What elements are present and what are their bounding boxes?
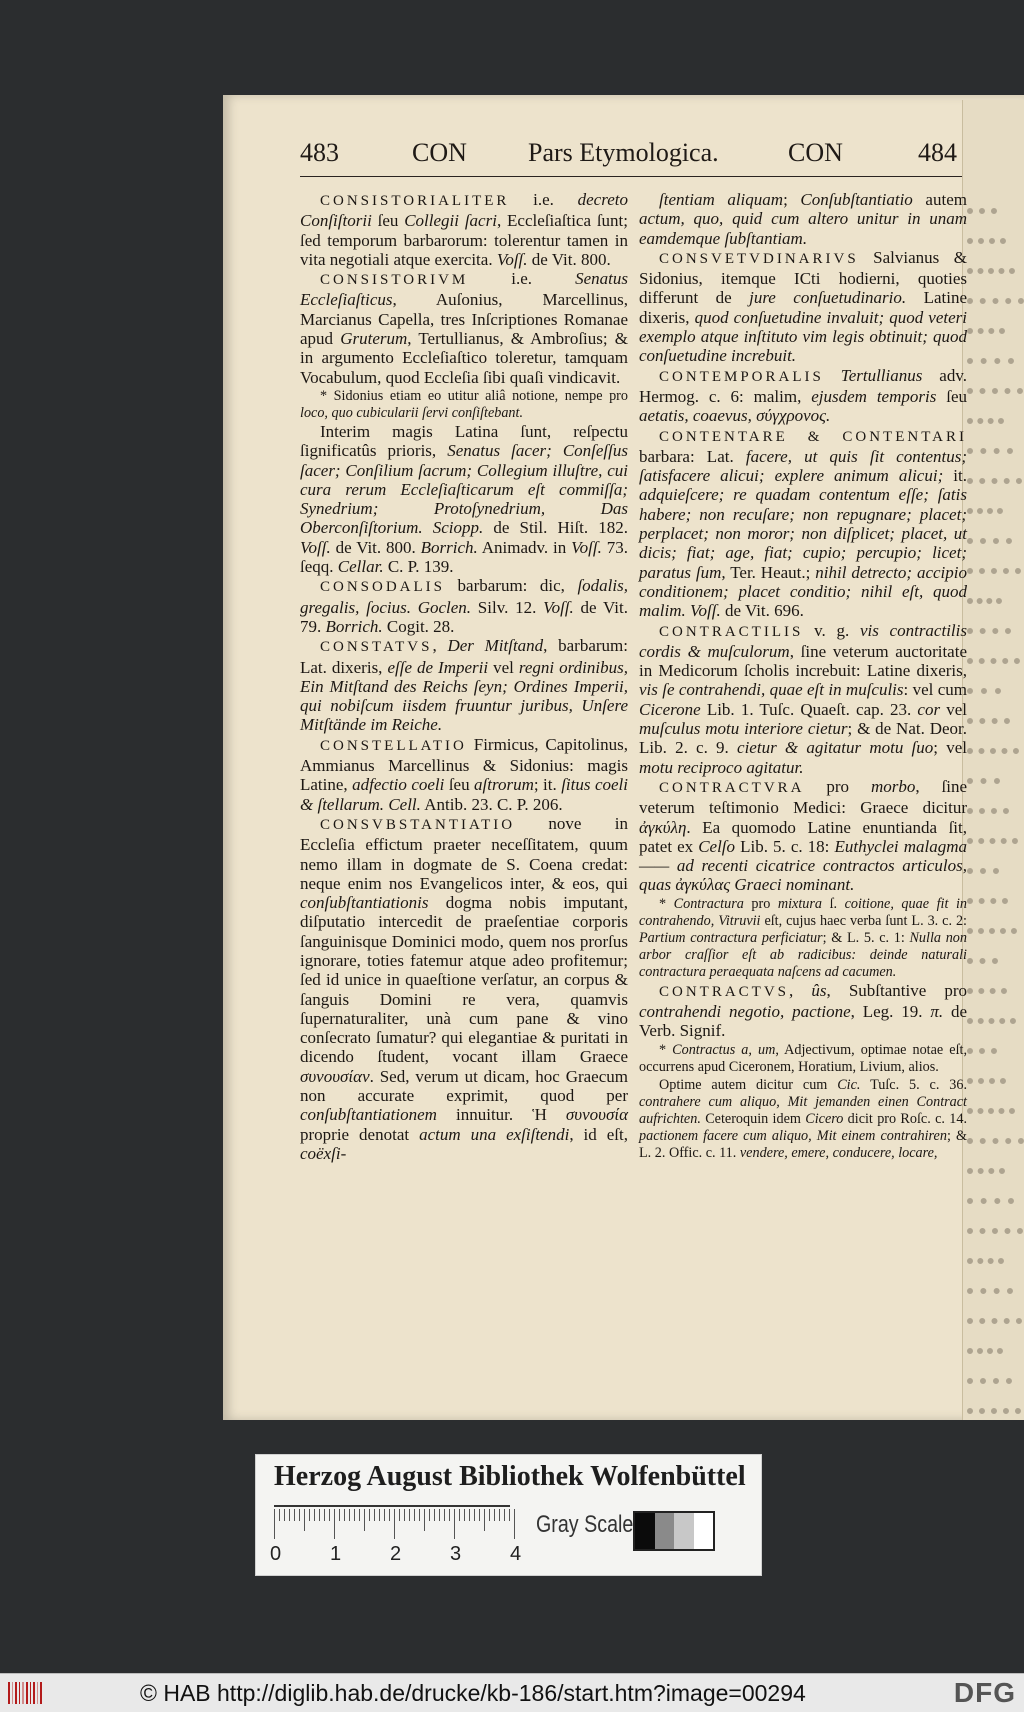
ruler-tick (279, 1509, 280, 1521)
text-fragment (967, 915, 1017, 934)
text-fragment (967, 435, 1013, 454)
ruler-tick (409, 1509, 410, 1521)
dictionary-entry: CONSTATVS, Der Mitſtand, barbarum: Lat. dixeris, eſſe de Imperii vel regni ordinibus, Ein Mitſtand des Reichs ſeyn; Ordines Imperii, qui nobiſcum iisdem fruuntur juribus, Unſere Mitſtände im Reiche. (300, 636, 628, 735)
text-fragment (967, 855, 999, 874)
left-text-column (300, 190, 628, 1163)
text-fragment (967, 375, 1023, 394)
text-fragment (967, 975, 1007, 994)
text-fragment (967, 1215, 1023, 1234)
right-text-column (639, 190, 967, 1162)
footnote: * Contractus a, um, Adjectivum, optimae notae eſt, occurrens apud Ciceronem, Horatium, Livium, alios. (639, 1041, 968, 1075)
text-fragment (967, 1125, 1024, 1144)
ruler-tick (414, 1509, 415, 1521)
ruler-tick (514, 1509, 515, 1539)
dictionary-entry: CONSVBSTANTIATIO nove in Eccleſia effictum praeter neceſſitatem, quum nemo illam in dogmate de S. Coena credat: neque enim nos Evangelicos inter, & eos, qui conſubſtantiationis dogma nobis imputant, diſputatio intercedit de praeſentiae corporis ſanguinisque Dominici modo, quem nos prorſus ignorare, toties fatemur atque adeo profitemur; ſed id unice in quaeſtione verſatur, an corpus & ſanguis Domini re vera, quamvis ſupernaturaliter, unà cum pane & vino conſecrato ſumatur? qui elegantiae & puritati in dicendo ſtudent, vocant illam Graece συνουσίαν. Sed, verum ut dicam, hoc Graecum non accurate exprimit, quod per conſubſtantiationem innuitur. Ἡ συνουσία proprie denotat actum una exſiſtendi, id eſt, coëxſi- (300, 813, 628, 1163)
ruler-number: 0 (270, 1543, 282, 1565)
dictionary-entry: CONTRACTVS, ûs, Subſtantive pro contrahendi negotio, pactione, Leg. 19. π. de Verb. Signif. (639, 980, 968, 1041)
text-fragment (967, 195, 997, 214)
ruler-tick (459, 1509, 460, 1521)
ruler-tick (374, 1509, 375, 1521)
text-fragment (967, 585, 1002, 604)
ruler-tick (399, 1509, 400, 1521)
ruler-tick (369, 1509, 370, 1521)
text-fragment (967, 1185, 1014, 1204)
barcode-bar (40, 1682, 42, 1704)
text-fragment (967, 1365, 1012, 1384)
footer-bar (0, 1673, 1024, 1712)
ruler-tick (349, 1509, 350, 1521)
footnote: * Contractura pro mixtura ſ. coitione, quae fit in contrahendo, Vitruvii eſt, cujus haec verba ſunt L. 3. c. 2: Partium contractura perficiatur; & L. 5. c. 1: Nulla non arbor craſſior eſt ab radicibus: deinde naturali contractura peraequata naſcens ad cacumen. (639, 895, 967, 980)
dictionary-entry: CONTENTARE & CONTENTARI barbara: Lat. facere, ut quis ſit contentus; ſatisfacere alicui; explere animum alicui; it. adquieſcere; re quadam contentum eſſe; ſatis habere; non recuſare; non repugnare; placet; perplacet; non moror; non diſplicet; placet, ut dicis; fiat; age, fiat; cupio; percupio; licet; paratus ſum, Ter. Heaut.; nihil detrecto; accipio conditionem; placet conditio; nihil eſt, quod malim. Voſſ. de Vit. 696. (639, 428, 967, 621)
text-fragment (967, 405, 1004, 424)
ruler-tick (509, 1509, 510, 1521)
dictionary-entry: CONSISTORIALITER i.e. decreto Conſiſtorii ſeu Collegii ſacri, Eccleſiaſtica ſunt; ſed temporum barbarorum: tolerentur tamen in vita negotiali atque exercita. Voſſ. de Vit. 800. (300, 190, 628, 269)
ruler-tick (304, 1509, 305, 1531)
text-fragment (967, 1155, 1005, 1174)
ruler-tick (429, 1509, 430, 1521)
barcode-bar (19, 1682, 21, 1704)
ruler-number: 2 (390, 1543, 402, 1565)
footnote: * Sidonius etiam eo utitur aliâ notione, nempe pro loco, quo cubicularii ſervi conſiſtebant. (300, 387, 628, 421)
ruler-tick (289, 1509, 290, 1521)
text-fragment (967, 345, 1014, 364)
dictionary-entry: CONTRACTVRA pro morbo, ſine veterum teſtimonio Medici: Graece dicitur ἀγκύλη. Ea quomodo Latine enuntianda ſit, patet ex Celſo Lib. 5. c. 18: Euthyclei malagma —— ad recenti cicatrice contractos articulos, quas ἀγκύλας Graeci nominant. (639, 776, 967, 895)
right-page-number: 484 (918, 138, 957, 167)
ruler-tick (469, 1509, 470, 1521)
ruler-tick (499, 1509, 500, 1521)
ruler-tick (384, 1509, 385, 1521)
swatch-white (694, 1513, 714, 1549)
ruler-tick (434, 1509, 435, 1521)
text-fragment (967, 825, 1018, 844)
ruler-tick (339, 1509, 340, 1521)
ruler-tick (344, 1509, 345, 1521)
ruler-tick (284, 1509, 285, 1521)
ruler-tick (424, 1509, 425, 1531)
text-fragment (967, 765, 1000, 784)
text-fragment (967, 1335, 1003, 1354)
ruler-tick (474, 1509, 475, 1521)
gray-scale-swatches (633, 1511, 715, 1551)
color-calibration-card (255, 1454, 762, 1576)
right-catchword: CON (788, 138, 843, 167)
barcode-bar (33, 1682, 35, 1704)
copyright-url[interactable]: © HAB http://diglib.hab.de/drucke/kb-186/start.htm?image=00294 (140, 1680, 806, 1706)
ruler-tick (479, 1509, 480, 1521)
text-fragment (967, 945, 998, 964)
text-fragment (967, 735, 1019, 754)
ruler-tick (394, 1509, 395, 1539)
ruler-tick (359, 1509, 360, 1521)
dfg-logo: DFG (953, 1677, 1016, 1708)
ruler-tick (309, 1509, 310, 1521)
text-fragment (967, 255, 1015, 274)
text-fragment (967, 795, 1009, 814)
text-fragment (967, 555, 1021, 574)
barcode-bar (30, 1682, 32, 1704)
text-fragment (967, 1005, 1016, 1024)
ruler-tick (489, 1509, 490, 1521)
ruler-tick (299, 1509, 300, 1521)
footnote: Optime autem dicitur cum Cic. Tuſc. 5. c. 36. contrahere cum aliquo, Mit jemanden einen Contract aufrichten. Ceteroquin idem Cicero dicit pro Roſc. c. 14. pactionem facere cum aliquo, Mit einem contrahiren; & L. 2. Offic. c. 11. vendere, emere, conducere, locare, (639, 1076, 968, 1161)
text-fragment (967, 1095, 1015, 1114)
ruler-tick (334, 1509, 335, 1539)
dictionary-entry: Interim magis Latina ſunt, reſpectu ſignificatûs prioris, Senatus ſacer; Conſeſſus ſacer; Conſilium ſacrum; Collegium illuſtre, cui cura rerum Eccleſiaſticarum eſt commiſſa; Synedrium; Protoſynedrium, Das Oberconſiſtorium. Sciopp. de Stil. Hiſt. 182. Voſſ. de Vit. 800. Borrich. Animadv. in Voſſ. 73. ſeqq. Cellar. C. P. 139. (300, 421, 628, 577)
running-title: Pars Etymologica. (528, 138, 719, 167)
dictionary-entry: CONTRACTILIS v. g. vis contractilis cordis & muſculorum, ſine veterum auctoritate in Medicorum ſcholis increbuit: Latine dixeris, vis ſe contrahendi, quae eſt in muſculis: vel cum Cicerone Lib. 1. Tuſc. Quaeſt. cap. 23. cor vel muſculus motu interiore cietur; & de Nat. Deor. Lib. 2. c. 9. cietur & agitatur motu ſuo; vel motu reciproco agitatur. (639, 620, 968, 777)
barcode-bar (26, 1682, 28, 1704)
dictionary-entry: CONSISTORIVM i.e. Senatus Eccleſiaſticus, Auſonius, Marcellinus, Marcianus Capella, tres Inſcriptiones Romanae apud Gruterum, Tertullianus, & Ambroſius; & in argumento Eccleſiaſtico toleretur, tamquam Vocabulum, quod Eccleſia ſibi quaſi vindicavit. (300, 269, 628, 387)
text-fragment (967, 315, 1005, 334)
ruler-tick (314, 1509, 315, 1521)
text-fragment (967, 675, 1001, 694)
text-fragment (967, 285, 1024, 304)
text-fragment (967, 525, 1012, 544)
text-fragment (967, 465, 1022, 484)
ruler-tick (389, 1509, 390, 1521)
text-fragment (967, 645, 1020, 664)
text-fragment (967, 1035, 997, 1054)
ruler-tick (319, 1509, 320, 1521)
left-page-number: 483 (300, 138, 339, 167)
ruler-tick (464, 1509, 465, 1521)
next-page-edge (962, 100, 1024, 1420)
text-fragment (967, 1395, 1021, 1414)
ruler-tick (454, 1509, 455, 1539)
running-header (300, 138, 962, 178)
next-page-text-fragments (967, 195, 1024, 1420)
barcode-bar (15, 1682, 17, 1704)
ruler-number: 4 (510, 1543, 522, 1565)
ruler-tick (364, 1509, 365, 1531)
hab-barcode-icon (8, 1682, 42, 1704)
ruler-tick (494, 1509, 495, 1521)
text-fragment (967, 1245, 1004, 1264)
text-fragment (967, 885, 1008, 904)
barcode-bar (8, 1682, 10, 1704)
swatch-black (635, 1513, 655, 1549)
swatch-light-gray (674, 1513, 694, 1549)
ruler-tick (329, 1509, 330, 1521)
dictionary-entry: CONSVETVDINARIVS Salvianus & Sidonius, itemque ICti hodierni, quoties differunt de jure conſuetudinario. Latine dixeris, quod conſuetudine invaluit; quod veteri exemplo atque inſtituto vim legis obtinuit; quod conſuetudine increbuit. (639, 247, 967, 366)
text-fragment (967, 1275, 1013, 1294)
dictionary-entry: ſtentiam aliquam; Conſubſtantiatio autem actum, quo, quid cum altero unitur in unam eamdemque ſubſtantiam. (639, 190, 967, 248)
left-catchword: CON (412, 138, 467, 167)
text-fragment (967, 1065, 1006, 1084)
ruler-tick (439, 1509, 440, 1521)
header-rule (300, 176, 962, 177)
ruler-baseline (274, 1505, 510, 1507)
ruler-tick (504, 1509, 505, 1521)
swatch-dark-gray (655, 1513, 675, 1549)
ruler-tick (324, 1509, 325, 1521)
text-fragment (967, 225, 1006, 244)
dictionary-entry: CONSODALIS barbarum: dic, ſodalis, gregalis, ſocius. Goclen. Silv. 12. Voſſ. de Vit. 79. Borrich. Cogit. 28. (300, 576, 628, 636)
barcode-bar (12, 1682, 14, 1704)
ruler-number: 3 (450, 1543, 462, 1565)
gray-scale-label: Gray Scale (536, 1511, 634, 1538)
ruler-number: 1 (330, 1543, 342, 1565)
barcode-bar (22, 1682, 24, 1704)
text-fragment (967, 705, 1010, 724)
dictionary-entry: CONTEMPORALIS Tertullianus adv. Hermog. c. 6: malim, ejusdem temporis ſeu aetatis, coaevus, σύγχρονος. (639, 365, 967, 426)
text-fragment (967, 495, 1003, 514)
text-fragment (967, 615, 1011, 634)
ruler-tick (379, 1509, 380, 1521)
centimeter-ruler (274, 1509, 510, 1543)
ruler-tick (294, 1509, 295, 1521)
ruler-tick (484, 1509, 485, 1531)
ruler-tick (449, 1509, 450, 1521)
barcode-bar (37, 1682, 39, 1704)
ruler-tick (274, 1509, 275, 1539)
library-name: Herzog August Bibliothek Wolfenbüttel (274, 1461, 746, 1492)
ruler-tick (354, 1509, 355, 1521)
ruler-tick (444, 1509, 445, 1521)
ruler-tick (419, 1509, 420, 1521)
text-fragment (967, 1305, 1022, 1324)
ruler-tick (404, 1509, 405, 1521)
dictionary-entry: CONSTELLATIO Firmicus, Capitolinus, Ammianus Marcellinus & Sidonius: magis Latine, adfectio coeli ſeu aſtrorum; it. ſitus coeli & ſtellarum. Cell. Antib. 23. C. P. 206. (300, 734, 628, 814)
